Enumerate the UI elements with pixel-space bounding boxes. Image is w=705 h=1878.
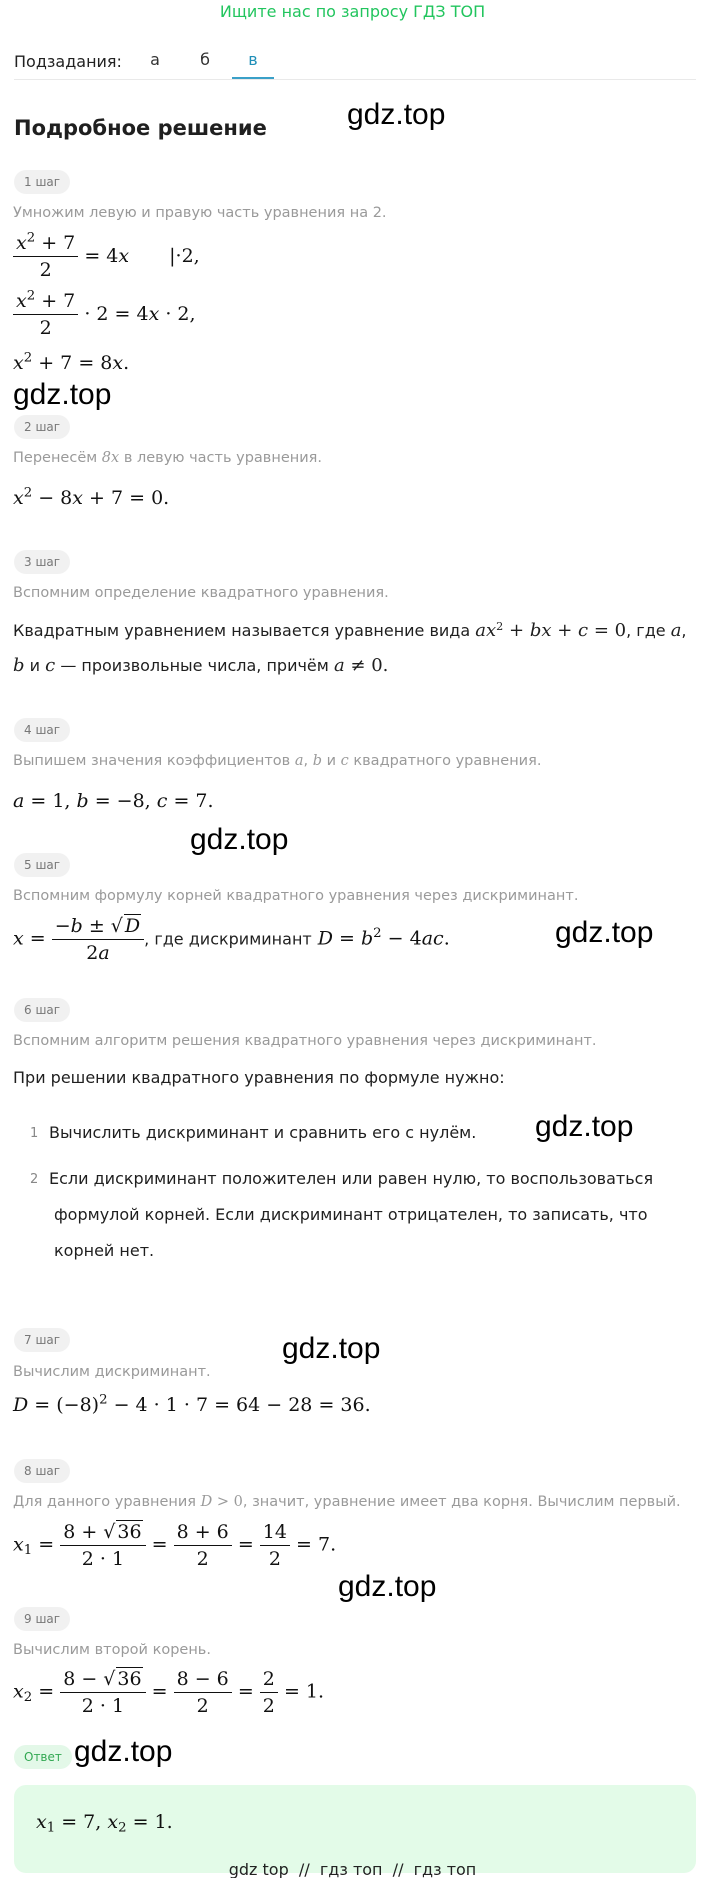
list-item: Если дискриминант положителен или равен нулю, то воспользоваться [49,1169,654,1188]
step-badge: 7 шаг [14,1328,70,1352]
step-description: Выпишем значения коэффициентов a, b и c квадратного уравнения. [13,753,542,769]
watermark: gdz.top [13,378,112,411]
watermark: gdz.top [555,916,654,949]
step-badge: 4 шаг [14,718,70,742]
step-description: Вычислим второй корень. [13,1642,211,1658]
equation: $x_1$ = $\frac{8 + √ 36}{2 \cdot 1}$ = $\frac{8 + 6}{2}$ = $\frac{14}{2}$ = 7. [13,1520,337,1570]
step-description: Вспомним формулу корней квадратного уравнения через дискриминант. [13,888,579,904]
answer-equation: $x_1 = 7$, $x_2 = 1$. [36,1811,173,1836]
algorithm-intro: При решении квадратного уравнения по формуле нужно: [13,1068,505,1087]
step-badge: 6 шаг [14,998,70,1022]
watermark: gdz.top [535,1110,634,1143]
footer-links[interactable]: gdz top // гдз топ // гдз топ [228,1860,477,1878]
answer-badge: Ответ [14,1745,72,1769]
list-number: 1 [30,1126,39,1141]
definition-line-2: b и c — произвольные числа, причём a ≠ 0. [13,655,389,676]
step-badge: 2 шаг [14,415,70,439]
step-description: Умножим левую и правую часть уравнения на 2. [13,205,387,221]
equation: $x^2 - 8x + 7 = 0$. [13,485,170,509]
equation: x = $\frac{-b \pm √ D}{2a}$ , где дискриминант $D = b^2 - 4ac$. [13,915,450,964]
tab-b[interactable]: б [200,50,210,69]
subtasks-label: Подзадания: [14,52,122,71]
step-badge: 3 шаг [14,550,70,574]
list-number: 2 [30,1172,39,1187]
tab-a[interactable]: а [150,50,160,69]
search-banner: Ищите нас по запросу ГДЗ ТОП [219,2,486,21]
equation: $\frac{x^2 + 7}{2}$ = 4x |·2, [13,232,200,281]
watermark: gdz.top [338,1570,437,1603]
equation: $D = (-8)^2 - 4 \cdot 1 \cdot 7 = 64 - 28 = 36$. [13,1392,371,1416]
step-description: Вспомним алгоритм решения квадратного уравнения через дискриминант. [13,1033,597,1049]
equation: a = 1, b = −8, c = 7. [13,790,214,812]
divider [14,79,696,80]
watermark: gdz.top [190,823,289,856]
page-title: Подробное решение [14,116,267,140]
equation: $x^2 + 7 = 8x$. [13,350,130,374]
step-badge: 5 шаг [14,853,70,877]
step-badge: 1 шаг [14,170,70,194]
equation: $\frac{x^2 + 7}{2}$ · 2 = 4x · 2, [13,290,196,339]
step-badge: 9 шаг [14,1607,70,1631]
watermark: gdz.top [347,98,446,131]
definition-line-1: Квадратным уравнением называется уравнение вида $ax^2$ + bx + c = 0, где a, [13,619,687,641]
step-badge: 8 шаг [14,1459,70,1483]
step-description: Для данного уравнения D > 0, значит, уравнение имеет два корня. Вычислим первый. [13,1494,681,1510]
step-description: Перенесём 8x в левую часть уравнения. [13,450,322,466]
tab-v[interactable]: в [248,50,258,69]
watermark: gdz.top [74,1735,173,1768]
list-item: формулой корней. Если дискриминант отрицателен, то записать, что [54,1205,648,1224]
step-description: Вспомним определение квадратного уравнения. [13,585,389,601]
list-item: Вычислить дискриминант и сравнить его с нулём. [49,1123,477,1142]
watermark: gdz.top [282,1332,381,1365]
equation: $x_2$ = $\frac{8 - √ 36}{2 \cdot 1}$ = $\frac{8 - 6}{2}$ = $\frac{2}{2}$ = 1. [13,1667,325,1717]
step-description: Вычислим дискриминант. [13,1364,211,1380]
list-item: корней нет. [54,1241,155,1260]
